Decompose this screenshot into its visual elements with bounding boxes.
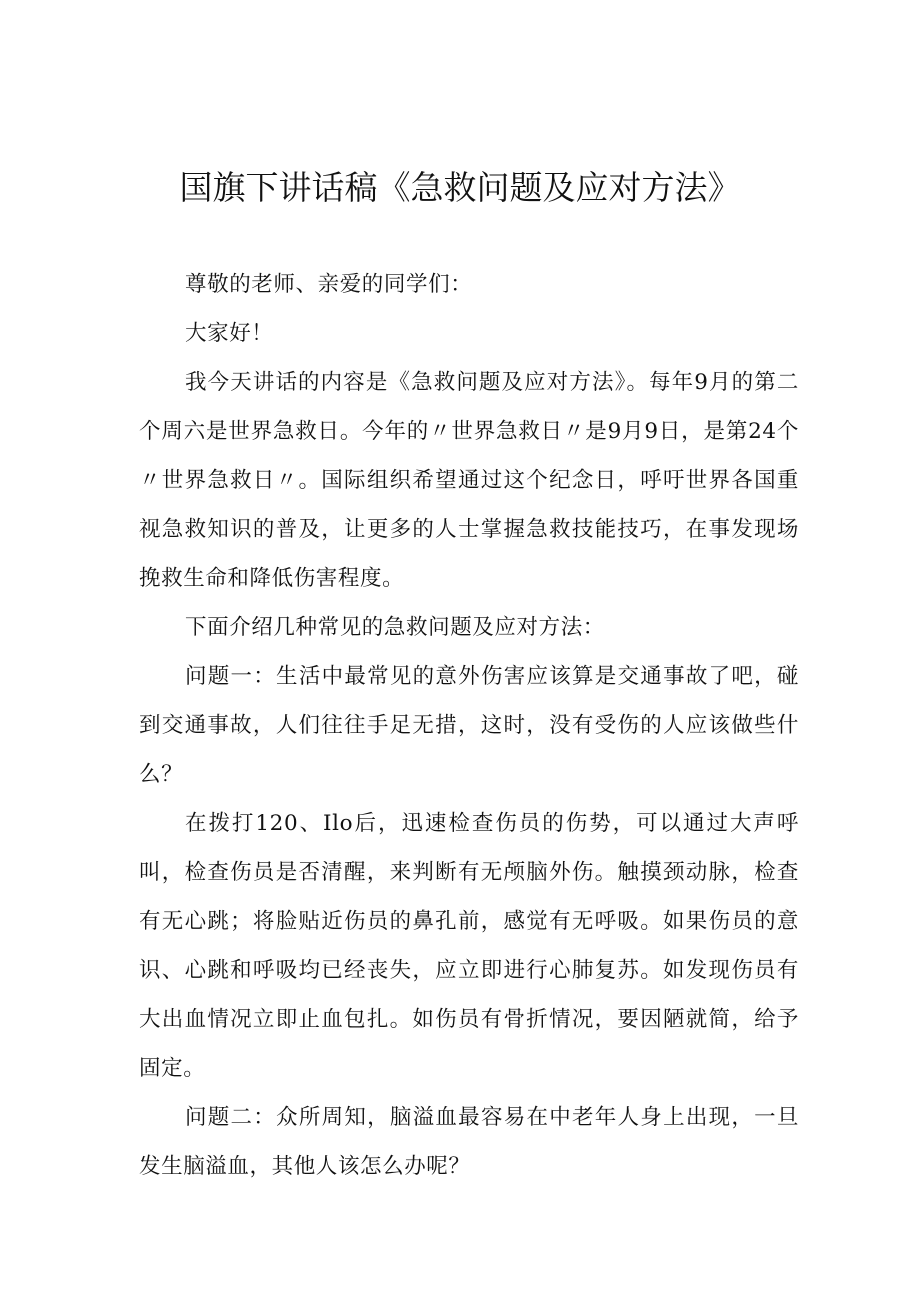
paragraph-overview: 下面介绍几种常见的急救问题及应对方法： [185, 615, 605, 640]
paragraph-hello: 大家好！ [185, 321, 274, 346]
paragraph-question-one: 问题一：生活中最常见的意外伤害应该算是交通事故了吧，碰到交通事故，人们往往手足无措，这时，没有受伤的人应该做些什么？ [139, 664, 799, 787]
paragraph-answer-one: 在拨打120、Ilo后，迅速检查伤员的伤势，可以通过大声呼叫，检查伤员是否清醒，来判断有无颅脑外伤。触摸颈动脉，检查有无心跳；将脸贴近伤员的鼻孔前，感觉有无呼吸。如果伤员的意识、心跳和呼吸均已经丧失，应立即进行心肺复苏。如发现伤员有大出血情况立即止血包扎。如伤员有骨折情况，要因陋就简，给予固定。 [139, 811, 799, 1081]
paragraph-intro: 我今天讲话的内容是《急救问题及应对方法》。每年9月的第二个周六是世界急救日。今年的〃世界急救日〃是9月9日，是第24个〃世界急救日〃。国际组织希望通过这个纪念日，呼吁世界各国重视急救知识的普及，让更多的人士掌握急救技能技巧，在事发现场挽救生命和降低伤害程度。 [139, 370, 799, 591]
document-body [139, 260, 799, 1191]
document-title: 国旗下讲话稿《急救问题及应对方法》 [179, 168, 741, 207]
paragraph-greeting: 尊敬的老师、亲爱的同学们： [185, 272, 473, 297]
paragraph-question-two: 问题二：众所周知，脑溢血最容易在中老年人身上出现，一旦发生脑溢血，其他人该怎么办呢？ [139, 1105, 799, 1179]
